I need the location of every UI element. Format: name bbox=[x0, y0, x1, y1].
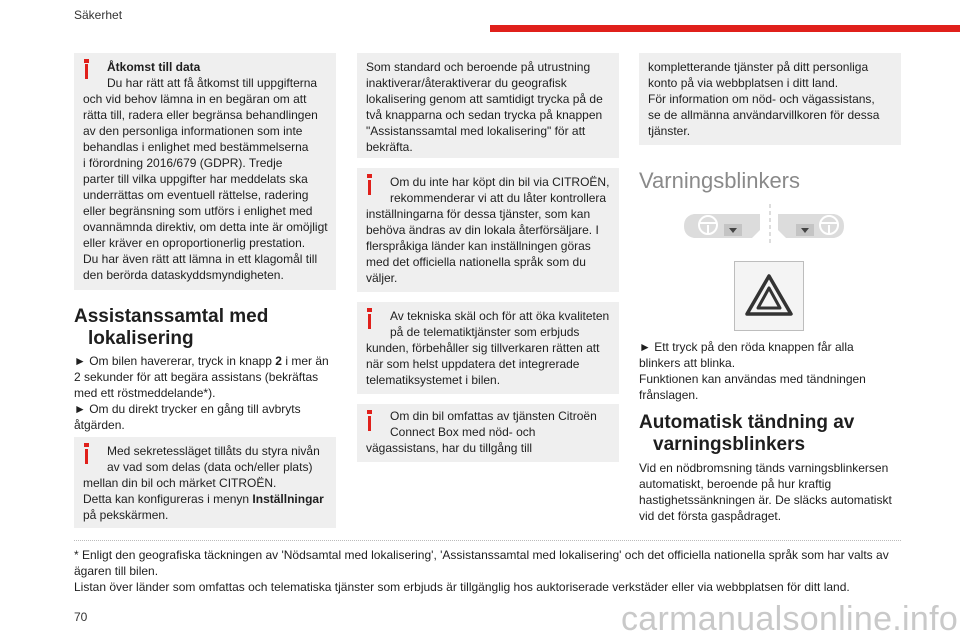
text-line: kompletterande tjänster på ditt personliga bbox=[648, 60, 869, 74]
text-line: ovannämnda direktiv, om detta inte är omöjligt bbox=[83, 220, 328, 234]
page-number: 70 bbox=[74, 610, 88, 624]
text-line: i förordning 2016/679 (GDPR). Tredje bbox=[83, 156, 283, 170]
text-line: inaktiverar/återaktiverar du geografisk bbox=[366, 76, 567, 90]
info-box-data-access bbox=[74, 53, 336, 290]
info-box-privacy-mode: Med sekretessläget tillåts du styra nivån av vad som delas (data och/eller plats) mellan din bil och märket CITROËN. Detta kan konfigureras i menyn Inställningar på pekskärmen. bbox=[74, 437, 336, 528]
text-line: med ett röstmeddelande*). bbox=[74, 386, 216, 400]
text-line: konto på via webbplatsen i ditt land. bbox=[648, 76, 839, 90]
text-line: Du har även rätt att lämna in ett klagomål till bbox=[83, 252, 318, 266]
text-line: och vid behov lämna in en begäran om att bbox=[83, 92, 307, 106]
text-line: åtgärden. bbox=[74, 418, 125, 432]
automatic-hazard-paragraph bbox=[639, 460, 924, 524]
text-line: * Enligt den geografiska täckningen av 'Nödsamtal med lokalisering', 'Assistanssamtal med lokalisering' och det officiella nationella språk som har valts av bbox=[74, 548, 889, 562]
text-line: med det officiella nationella språk som du bbox=[366, 255, 586, 269]
info-box-default-geolocation bbox=[357, 53, 619, 158]
text-line: Om du inte har köpt din bil via CITROËN, bbox=[390, 175, 610, 189]
info-box-telematics bbox=[357, 302, 619, 394]
text-line: på pekskärmen. bbox=[83, 508, 169, 522]
text-line: "Assistanssamtal med lokalisering" för att bbox=[366, 124, 586, 138]
text-line: eller kräver en oproportionerlig prestation. bbox=[83, 236, 306, 250]
hazard-paragraph bbox=[639, 339, 909, 403]
info-box-personal-account bbox=[639, 53, 901, 145]
text-line: behandlas i enlighet med bestämmelserna bbox=[83, 140, 309, 154]
text-line: rätta till, radera eller begränsa behandlingen bbox=[83, 108, 318, 122]
warning-triangle-icon bbox=[735, 262, 803, 330]
text-line: Som standard och beroende på utrustning bbox=[366, 60, 591, 74]
text-line: behöva ändras av din lokala återförsäljare. I bbox=[366, 223, 599, 237]
section-heading-hazard-lights: Varningsblinkers bbox=[639, 168, 801, 193]
text-line: parter till vilka uppgifter har meddelats ska bbox=[83, 172, 308, 186]
text-line: telematiksystemet i bilen. bbox=[366, 373, 501, 387]
text-line: när som helst uppdatera det integrerade bbox=[366, 357, 580, 371]
section-title: Säkerhet bbox=[74, 8, 123, 22]
assistance-paragraph: ► Om bilen havererar, tryck in knapp 2 i mer än 2 sekunder för att begära assistans (bekräftas med ett röstmeddelande*). ► Om du direkt trycker en gång till avbryts åtgärden. bbox=[74, 353, 344, 433]
section-heading-automatic-hazard: Automatisk tändning av varningsblinkers bbox=[639, 412, 855, 455]
section-heading-assistance-call: Assistanssamtal med lokalisering bbox=[74, 306, 269, 349]
text-line: 2 sekunder för att begära assistans (bekräftas bbox=[74, 370, 319, 384]
info-box-connect-box bbox=[357, 404, 619, 462]
text-line: lokalisering genom att samtidigt trycka på de bbox=[366, 92, 603, 106]
text-line: av vad som delas (data och/eller plats) bbox=[107, 460, 313, 474]
text-line: flerspråkiga länder kan inställningen göras bbox=[366, 239, 591, 253]
text-line: Vid en nödbromsning tänds varningsblinkersen bbox=[639, 461, 889, 475]
footnote bbox=[74, 547, 914, 595]
watermark: carmanualsonline.info bbox=[621, 600, 959, 638]
text-line: ► Ett tryck på den röda knappen får alla bbox=[639, 340, 854, 354]
dashboard-illustration bbox=[674, 202, 854, 246]
text-line: Listan över länder som omfattas och telematiska tjänster som erbjuds är tillgänglig hos auktoriserade verkstäder eller via webbplatsen för ditt land. bbox=[74, 580, 850, 594]
text-line: Av tekniska skäl och för att öka kvaliteten bbox=[390, 309, 610, 323]
text-line: inställningarna för dessa tjänster, som kan bbox=[366, 207, 591, 221]
text-line: vägassistans, har du tillgång till bbox=[366, 441, 533, 455]
text-line: den berörda dataskyddsmyndigheten. bbox=[83, 268, 284, 282]
text-line: Funktionen kan användas med tändningen bbox=[639, 372, 866, 386]
text-line: Med sekretessläget tillåts du styra nivån bbox=[107, 444, 320, 458]
text-line: av den personliga informationen som inte bbox=[83, 124, 303, 138]
text-line: automatiskt, beroende på hur kraftig bbox=[639, 477, 832, 491]
text-line: kunden, förbehåller sig tillverkaren rätten att bbox=[366, 341, 600, 355]
text-line: Du har rätt att få åtkomst till uppgifterna bbox=[107, 76, 318, 90]
text-line: ► Om du direkt trycker en gång till avbryts bbox=[74, 402, 301, 416]
dashboard-left-panel bbox=[684, 214, 760, 238]
text-line: För information om nöd- och vägassistans, bbox=[648, 92, 875, 106]
hazard-button-icon bbox=[734, 261, 804, 331]
text-line: väljer. bbox=[366, 271, 398, 285]
text-line: Om din bil omfattas av tjänsten Citroën bbox=[390, 409, 597, 423]
text-line: eller begränsning som utförs i enlighet med bbox=[83, 204, 313, 218]
header-accent-bar bbox=[490, 25, 960, 32]
text-line: rekommenderar vi att du låter kontrollera bbox=[390, 191, 607, 205]
footnote-divider bbox=[74, 540, 901, 541]
info-box-title: Åtkomst till data bbox=[107, 60, 201, 74]
text-line: mellan din bil och märket CITROËN. bbox=[83, 476, 277, 490]
text-line: Connect Box med nöd- och bbox=[390, 425, 536, 439]
text-line: blinkers att blinka. bbox=[639, 356, 736, 370]
text-line: på de telematiktjänster som erbjuds bbox=[390, 325, 580, 339]
text-line: ägaren till bilen. bbox=[74, 564, 159, 578]
text-line: bekräfta. bbox=[366, 140, 413, 154]
text-line: två knapparna och sedan trycka på knappen bbox=[366, 108, 603, 122]
info-box-dealer bbox=[357, 168, 619, 292]
text-line: se de allmänna användarvillkoren för dessa bbox=[648, 108, 880, 122]
text-line: hastighetssänkningen är. De släcks automatiskt bbox=[639, 493, 892, 507]
text-line: frånslagen. bbox=[639, 388, 699, 402]
text-line: vid det första gaspådraget. bbox=[639, 509, 782, 523]
text-line: underrättas om eventuell rättelse, radering bbox=[83, 188, 309, 202]
text-line: tjänster. bbox=[648, 124, 691, 138]
